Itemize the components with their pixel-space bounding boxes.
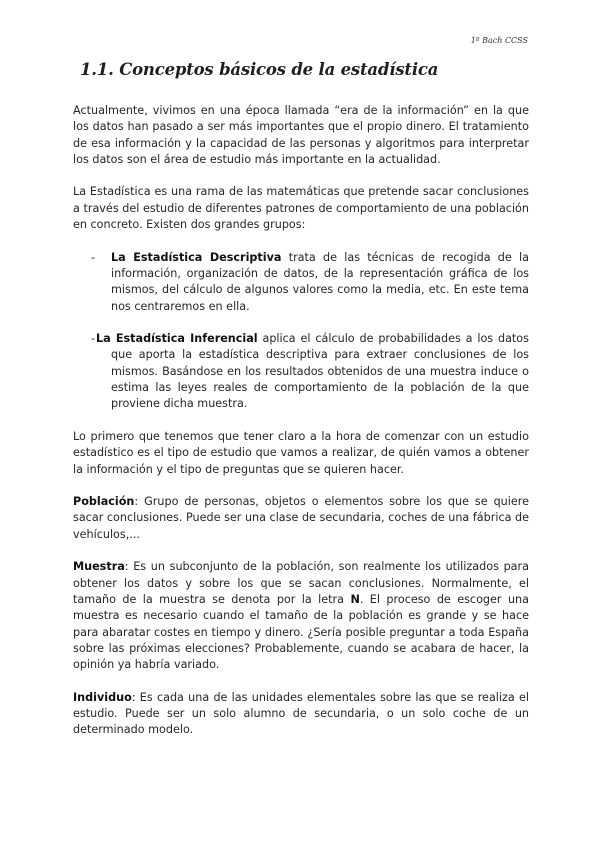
- section-title: 1.1. Conceptos básicos de la estadística: [80, 60, 439, 79]
- poblacion-text: : Grupo de personas, objetos o elementos sobre los que se quiere sacar conclusiones. Puede ser una clase de secundaria, coches de una fábrica de vehículos,...: [73, 495, 529, 541]
- inferential-text: aplica el cálculo de probabilidades a los datos que aporta la estadística descriptiva para extraer conclusiones de los mismos. Basándose en los resultados obtenidos de una muestra induce o estima las leyes reales de comportamiento de la población de la que proviene dicha muestra.: [111, 332, 529, 411]
- muestra-text-b: . El proceso de escoger una muestra es necesario cuando el tamaño de la población es grande y se hace para abaratar costes en tiempo y dinero. ¿Sería posible preguntar a toda España sobre las próximas elecciones? Probablemente, cuando se acabara de hacer, la opinión ya habría variado.: [73, 592, 529, 672]
- definition-muestra: [73, 559, 529, 673]
- term-individuo: Individuo: [73, 690, 132, 704]
- definition-individuo: [73, 690, 529, 739]
- course-header: 1º Bach CCSS: [470, 36, 528, 45]
- sample-size-letter: N: [350, 592, 360, 606]
- definition-poblacion: [73, 494, 529, 543]
- descriptive-text: trata de las técnicas de recogida de la información, organización de datos, de la representación gráfica de los mismos, del cálculo de algunos valores como la media, etc. En este tema nos centraremos en ella.: [111, 250, 529, 313]
- term-inferential: La Estadística Inferencial: [96, 332, 258, 346]
- list-item-descriptive: [73, 250, 529, 315]
- individuo-text: : Es cada una de las unidades elementales sobre las que se realiza el estudio. Puede ser un solo alumno de secundaria, o un solo coche de un determinado modelo.: [73, 690, 529, 737]
- statistics-definition-paragraph: La Estadística es una rama de las matemáticas que pretende sacar conclusiones a través del estudio de diferentes patrones de comportamiento de una población en concreto. Existen dos grandes grupos:: [73, 185, 529, 232]
- term-poblacion: Población: [73, 495, 135, 509]
- list-dash: -: [91, 250, 96, 264]
- muestra-text-a: : Es un subconjunto de la población, son realmente los utilizados para obtener los datos y sobre los que se sacan conclusiones. Normalmente, el tamaño de la muestra se denota por la letra: [73, 560, 529, 606]
- list-dash: -: [91, 332, 96, 346]
- study-type-paragraph: Lo primero que tenemos que tener claro a la hora de comenzar con un estudio estadístico es el tipo de estudio que vamos a realizar, de quién vamos a obtener la información y el tipo de preguntas que se quieren hacer.: [73, 429, 529, 476]
- body-content: [73, 103, 529, 755]
- term-muestra: Muestra: [73, 560, 125, 574]
- list-item-inferential: [73, 331, 529, 412]
- term-descriptive: La Estadística Descriptiva: [111, 250, 282, 264]
- intro-paragraph: Actualmente, vivimos en una época llamada “era de la información” en la que los datos han pasado a ser más importantes que el propio dinero. El tratamiento de esa información y la capacidad de las personas y algoritmos para interpretar los datos son el área de estudio más importante en la actualidad.: [73, 104, 529, 166]
